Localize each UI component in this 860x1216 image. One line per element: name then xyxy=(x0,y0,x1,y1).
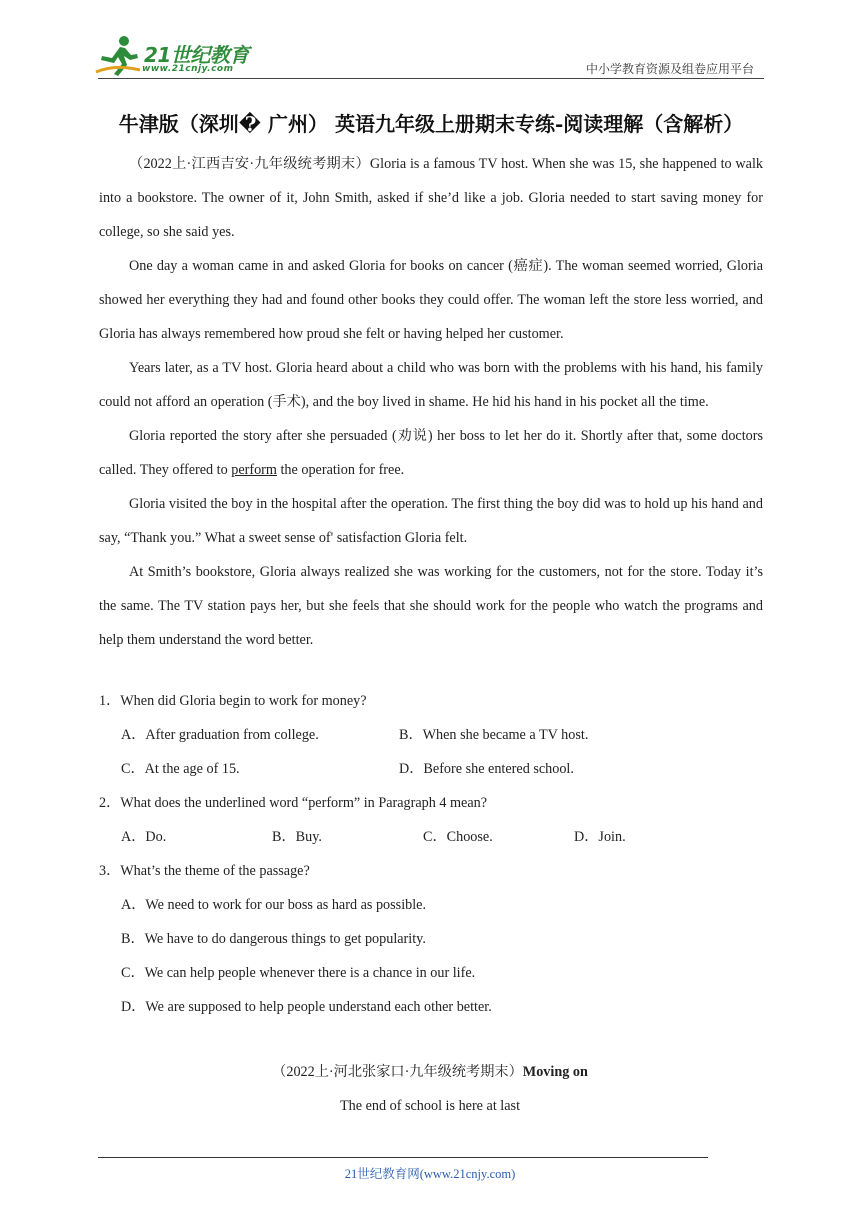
answer-option[interactable]: A．Do. xyxy=(121,829,167,845)
question-stem: 2．What does the underlined word “perform” in Paragraph 4 mean? xyxy=(99,795,488,811)
passage-2-title: Moving on xyxy=(522,1064,588,1080)
passage-paragraph-2: One day a woman came in and asked Gloria for books on cancer (癌症). The woman seemed worried, Gloria showed her everything they had and found other books they could offer. The woman left the store less worried, and Gloria has always remembered how proud she felt or having helped her customer. xyxy=(99,258,763,342)
answer-option[interactable]: A．After graduation from college. xyxy=(121,727,319,743)
passage-1 xyxy=(99,147,763,657)
footer-link[interactable]: 21世纪教育网(www.21cnjy.com) xyxy=(344,1167,516,1181)
logo-url: www.21cnjy.com xyxy=(142,64,234,74)
question-list xyxy=(99,684,763,1024)
answer-option[interactable]: B．When she became a TV host. xyxy=(399,727,589,743)
logo-text: 21世纪教育 xyxy=(144,43,249,67)
passage-2-first-line: The end of school is here at last xyxy=(339,1098,521,1114)
question-stem: 1．When did Gloria begin to work for money? xyxy=(99,693,367,709)
underlined-word: perform xyxy=(231,462,277,478)
answer-option[interactable]: C．At the age of 15. xyxy=(121,761,240,777)
question-1 xyxy=(99,684,763,786)
question-stem: 3．What’s the theme of the passage? xyxy=(99,863,310,879)
passage-paragraph-5: Gloria visited the boy in the hospital after the operation. The first thing the boy did was to hold up his hand and say, “Thank you.” What a sweet sense of' satisfaction Gloria felt. xyxy=(99,496,763,546)
passage-paragraph-3: Years later, as a TV host. Gloria heard about a child who was born with the problems with his hand, his family could not afford an operation (手术), and the boy lived in shame. He hid his hand in his pocket all the time. xyxy=(99,360,763,410)
answer-option[interactable]: D．Join. xyxy=(574,829,626,845)
answer-option[interactable]: D．Before she entered school. xyxy=(399,761,574,777)
question-2 xyxy=(99,786,763,854)
site-logo[interactable] xyxy=(94,34,264,78)
header-divider xyxy=(98,78,764,79)
question-3 xyxy=(99,854,763,1024)
footer-divider xyxy=(98,1157,708,1158)
answer-option[interactable]: C．Choose. xyxy=(423,829,493,845)
passage-source: （2022上·江西吉安·九年级统考期末） xyxy=(129,156,370,172)
page-title: 牛津版（深圳� 广州） 英语九年级上册期末专练-阅读理解（含解析） xyxy=(118,112,744,136)
answer-option[interactable]: B．Buy. xyxy=(272,829,322,845)
passage-2-source: （2022上·河北张家口·九年级统考期末） xyxy=(272,1064,523,1080)
passage-paragraph-1: （2022上·江西吉安·九年级统考期末）Gloria is a famous TV host. When she was 15, she happened to walk into a bookstore. The owner of it, John Smith, asked if she’d like a job. Gloria needed to start saving money for college, so she said yes. xyxy=(99,156,763,240)
running-man-icon xyxy=(94,34,142,78)
passage-2-heading xyxy=(0,1055,860,1089)
answer-option[interactable]: A．We need to work for our boss as hard as possible. xyxy=(121,897,427,913)
header-platform-text: 中小学教育资源及组卷应用平台 xyxy=(585,62,754,76)
passage-paragraph-6: At Smith’s bookstore, Gloria always realized she was working for the customers, not for the store. Today it’s the same. The TV station pays her, but she feels that she should work for the people who watch the programs and help them understand the word better. xyxy=(99,564,763,648)
answer-option[interactable]: D．We are supposed to help people understand each other better. xyxy=(121,999,492,1015)
answer-option[interactable]: C．We can help people whenever there is a chance in our life. xyxy=(121,965,476,981)
answer-option[interactable]: B．We have to do dangerous things to get popularity. xyxy=(121,931,426,947)
passage-paragraph-4: Gloria reported the story after she persuaded (劝说) her boss to let her do it. Shortly after that, some doctors called. They offered to perform the operation for free. xyxy=(99,428,763,478)
